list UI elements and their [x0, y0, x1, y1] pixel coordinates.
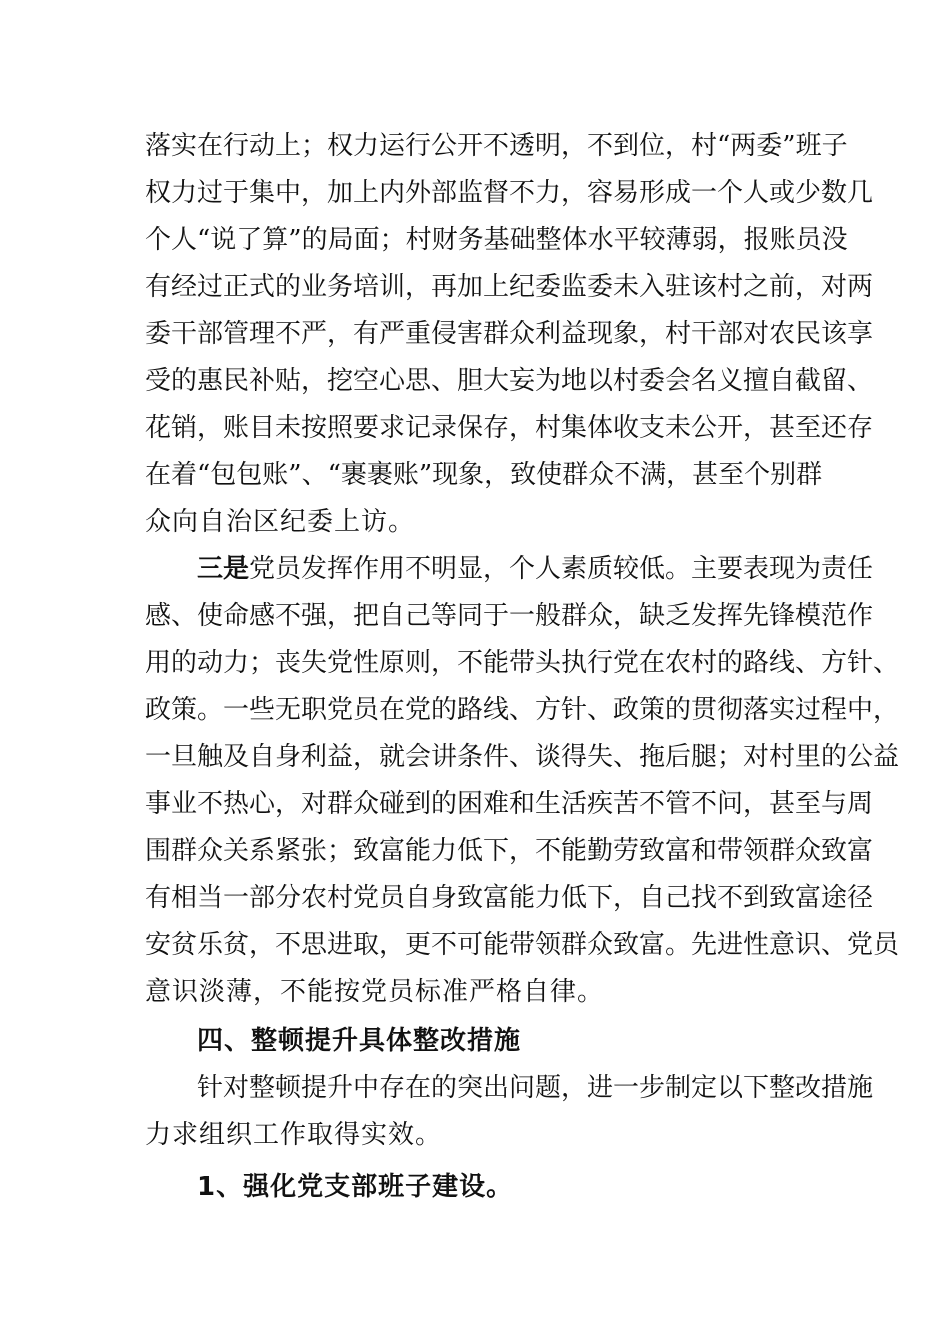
- paragraph-first-text: 党员发挥作用不明显，个人素质较低。主要表现为责任: [249, 554, 874, 584]
- paragraph-line: 花销，账目未按照要求记录保存，村集体收支未公开，甚至还存: [145, 413, 874, 443]
- paragraph-line: 一旦触及自身利益，就会讲条件、谈得失、拖后腿；对村里的公益: [145, 742, 900, 772]
- paragraph-first-line: [197, 554, 874, 584]
- paragraph-line: 安贫乐贫，不思进取，更不可能带领群众致富。先进性意识、党员: [145, 930, 900, 960]
- paragraph-line: 力求组织工作取得实效。: [145, 1120, 443, 1150]
- paragraph-line: 受的惠民补贴，挖空心思、胆大妄为地以村委会名义擅自截留、: [145, 366, 874, 396]
- paragraph-line: 在着“包包账”、“裹裹账”现象，致使群众不满，甚至个别群: [145, 460, 823, 490]
- paragraph-line: 个人“说了算”的局面；村财务基础整体水平较薄弱，报账员没: [145, 225, 848, 255]
- paragraph-line: 意识淡薄，不能按党员标准严格自律。: [145, 977, 605, 1007]
- paragraph-line: 有相当一部分农村党员自身致富能力低下，自己找不到致富途径: [145, 883, 874, 913]
- subsection-heading: 1、强化党支部班子建设。: [197, 1172, 514, 1202]
- section-heading: 四、整顿提升具体整改措施: [197, 1026, 522, 1056]
- paragraph-line: 众向自治区纪委上访。: [145, 507, 416, 537]
- paragraph-line: 权力过于集中，加上内外部监督不力，容易形成一个人或少数几: [145, 178, 874, 208]
- paragraph-line: 感、使命感不强，把自己等同于一般群众，缺乏发挥先锋模范作: [145, 601, 874, 631]
- paragraph-line: 围群众关系紧张；致富能力低下，不能勤劳致富和带领群众致富: [145, 836, 874, 866]
- paragraph-line: 政策。一些无职党员在党的路线、方针、政策的贯彻落实过程中，: [145, 695, 900, 725]
- paragraph-lead-label: 三是: [197, 554, 250, 584]
- paragraph-line: 用的动力；丧失党性原则，不能带头执行党在农村的路线、方针、: [145, 648, 900, 678]
- paragraph-line: 有经过正式的业务培训，再加上纪委监委未入驻该村之前，对两: [145, 272, 874, 302]
- paragraph-first-line: 针对整顿提升中存在的突出问题，进一步制定以下整改措施: [197, 1073, 874, 1103]
- paragraph-line: 事业不热心，对群众碰到的困难和生活疾苦不管不问，甚至与周: [145, 789, 874, 819]
- paragraph-line: 委干部管理不严，有严重侵害群众利益现象，村干部对农民该享: [145, 319, 874, 349]
- paragraph-line: 落实在行动上；权力运行公开不透明，不到位，村“两委”班子: [145, 131, 848, 161]
